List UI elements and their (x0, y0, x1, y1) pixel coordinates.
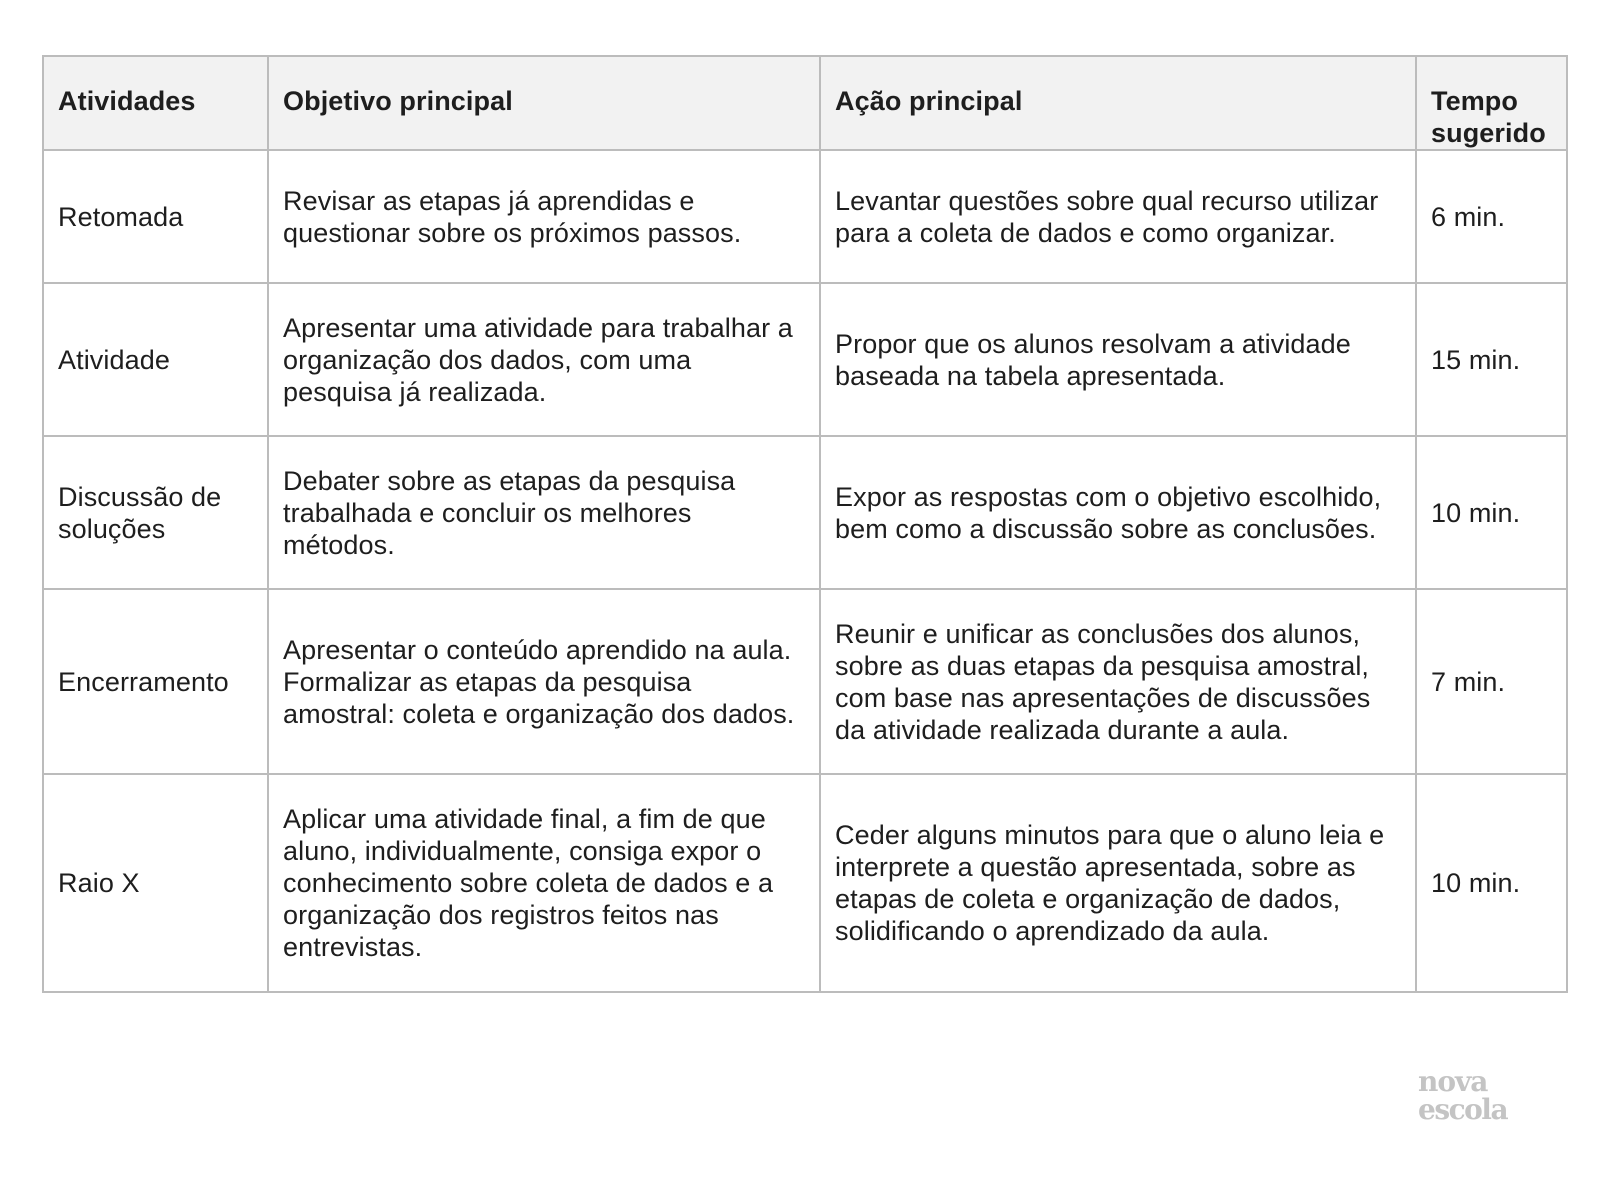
cell-objective: Aplicar uma atividade final, a fim de que aluno, individualmente, consiga expor o conhecimento sobre coleta de dados e a organização dos registros feitos nas entrevistas. (268, 774, 820, 992)
cell-time: 15 min. (1416, 283, 1567, 436)
cell-action: Ceder alguns minutos para que o aluno leia e interprete a questão apresentada, sobre as etapas de coleta e organização de dados, solidificando o aprendizado da aula. (820, 774, 1416, 992)
nova-escola-logo (1416, 1065, 1534, 1125)
cell-objective: Debater sobre as etapas da pesquisa trabalhada e concluir os melhores métodos. (268, 436, 820, 589)
cell-objective: Apresentar uma atividade para trabalhar a organização dos dados, com uma pesquisa já realizada. (268, 283, 820, 436)
table-row (43, 436, 1567, 589)
cell-action: Propor que os alunos resolvam a atividade baseada na tabela apresentada. (820, 283, 1416, 436)
header-action: Ação principal (820, 56, 1416, 150)
cell-activity: Discussão de soluções (43, 436, 268, 589)
header-objective: Objetivo principal (268, 56, 820, 150)
cell-activity: Atividade (43, 283, 268, 436)
header-activity: Atividades (43, 56, 268, 150)
logo-line-nova: nova (1418, 1065, 1488, 1098)
cell-activity: Retomada (43, 150, 268, 283)
cell-time: 6 min. (1416, 150, 1567, 283)
logo-line-escola: escola (1418, 1093, 1508, 1125)
cell-activity: Raio X (43, 774, 268, 992)
cell-time: 7 min. (1416, 589, 1567, 774)
cell-objective: Apresentar o conteúdo aprendido na aula. Formalizar as etapas da pesquisa amostral: coleta e organização dos dados. (268, 589, 820, 774)
table-row (43, 589, 1567, 774)
cell-time: 10 min. (1416, 774, 1567, 992)
lesson-plan-table (42, 55, 1568, 993)
cell-action: Expor as respostas com o objetivo escolhido, bem como a discussão sobre as conclusões. (820, 436, 1416, 589)
cell-action: Reunir e unificar as conclusões dos alunos, sobre as duas etapas da pesquisa amostral, com base nas apresentações de discussões da atividade realizada durante a aula. (820, 589, 1416, 774)
table-row (43, 283, 1567, 436)
header-time: Tempo sugerido (1416, 56, 1567, 150)
table-row (43, 150, 1567, 283)
cell-time: 10 min. (1416, 436, 1567, 589)
cell-objective: Revisar as etapas já aprendidas e questionar sobre os próximos passos. (268, 150, 820, 283)
table-row (43, 774, 1567, 992)
cell-action: Levantar questões sobre qual recurso utilizar para a coleta de dados e como organizar. (820, 150, 1416, 283)
table-header-row (43, 56, 1567, 150)
cell-activity: Encerramento (43, 589, 268, 774)
